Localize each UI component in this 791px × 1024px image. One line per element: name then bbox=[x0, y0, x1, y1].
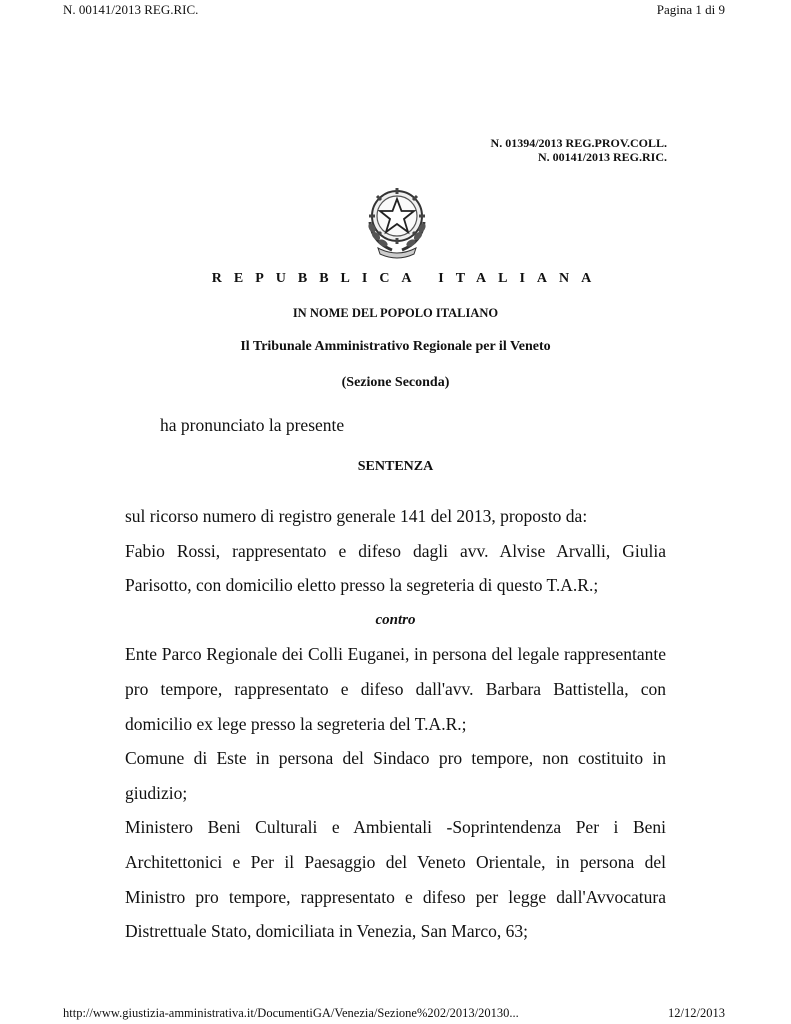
document-references bbox=[491, 136, 667, 164]
reference-reg-ric: N. 00141/2013 REG.RIC. bbox=[537, 150, 667, 164]
paragraph-ricorso: sul ricorso numero di registro generale 141 del 2013, proposto da: bbox=[125, 506, 588, 526]
reference-prov-coll: N. 01394/2013 REG.PROV.COLL. bbox=[490, 136, 667, 150]
republic-heading: REPUBBLICA ITALIANA bbox=[211, 271, 604, 286]
paragraph-ente-parco: Ente Parco Regionale dei Colli Euganei, in persona del legale rappresentante pro tempore, rappresentato e difeso dall'avv. Barbara Battistella, con domicilio ex lege presso la segreteria del T.A.R.; bbox=[125, 644, 666, 734]
section-heading: (Sezione Seconda) bbox=[341, 375, 450, 390]
tribunal-heading: Il Tribunale Amministrativo Regionale per il Veneto bbox=[240, 339, 551, 354]
paragraph-comune-este: Comune di Este in persona del Sindaco pro tempore, non costituito in giudizio; bbox=[125, 748, 666, 803]
footer-date: 12/12/2013 bbox=[668, 1006, 725, 1020]
pronunciato-line: ha pronunciato la presente bbox=[160, 415, 345, 435]
paragraph-ricorrente: Fabio Rossi, rappresentato e difeso dagli avv. Alvise Arvalli, Giulia Parisotto, con domicilio eletto presso la segreteria di questo T.A.R.; bbox=[125, 540, 666, 596]
page-number: Pagina 1 di 9 bbox=[656, 2, 725, 17]
contro-label: contro bbox=[375, 611, 416, 628]
sentenza-heading: SENTENZA bbox=[357, 459, 434, 474]
footer-url: http://www.giustizia-amministrativa.it/DocumentiGA/Venezia/Sezione%202/2013/20130... bbox=[63, 1006, 519, 1020]
page-header-id: N. 00141/2013 REG.RIC. bbox=[63, 2, 199, 17]
judgment-body bbox=[125, 499, 666, 949]
paragraph-ministero: Ministero Beni Culturali e Ambientali -Soprintendenza Per i Beni Architettonici e Per il Paesaggio del Veneto Orientale, in persona del Ministro pro tempore, rappresentato e difeso per legge dall'Avvocatura Distrettuale Stato, domiciliata in Venezia, San Marco, 63; bbox=[125, 817, 666, 942]
in-nome-heading: IN NOME DEL POPOLO ITALIANO bbox=[292, 306, 499, 320]
italian-republic-emblem-icon bbox=[356, 178, 438, 260]
